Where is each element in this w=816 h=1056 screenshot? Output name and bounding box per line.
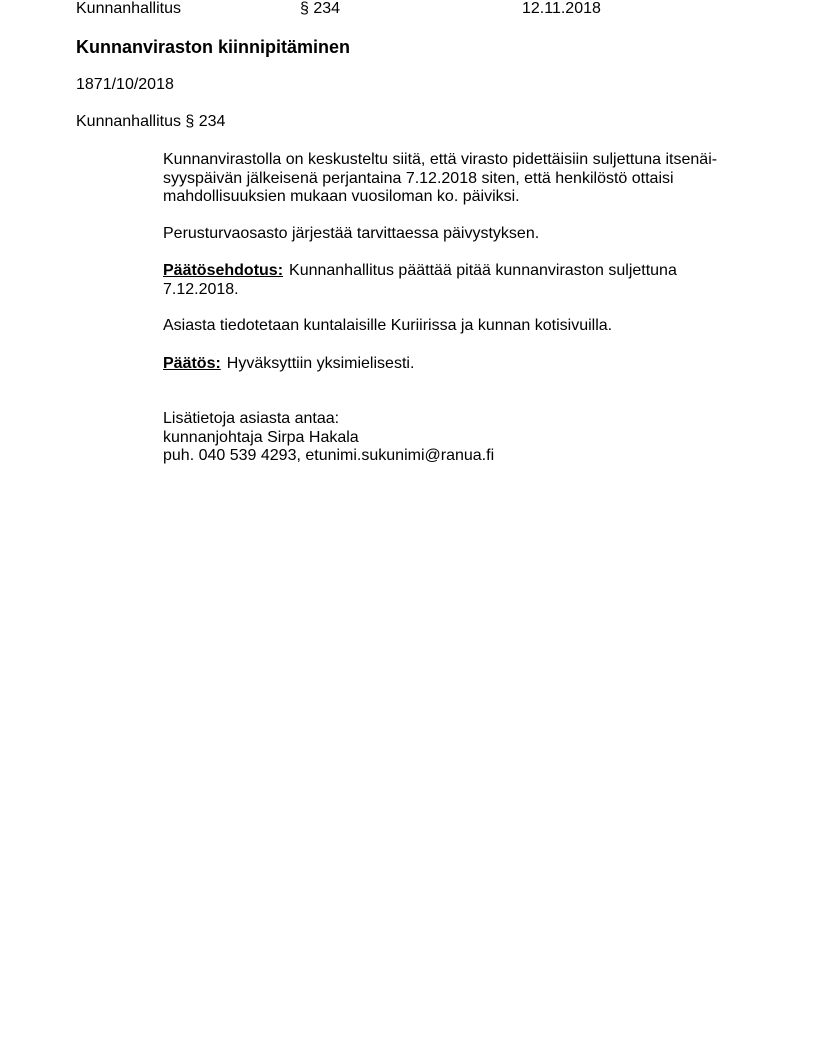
document-number: 1871/10/2018 <box>76 76 174 93</box>
contact-intro: Lisätietoja asiasta antaa: <box>163 410 340 427</box>
decision-text: Hyväksyttiin yksimielisesti. <box>226 355 415 372</box>
paragraph-on-call: Perusturvaosasto järjestää tarvittaessa päivystyksen. <box>163 225 540 242</box>
body-section-reference: Kunnanhallitus § 234 <box>76 113 226 130</box>
proposal-text: Kunnanhallitus päättää pitää kunnanviraston suljettuna <box>289 262 677 279</box>
contact-info <box>163 410 733 466</box>
contact-phone-email: puh. 040 539 4293, etunimi.sukunimi@ranua.fi <box>163 447 495 464</box>
page-header <box>76 0 776 20</box>
paragraph-background-line: Kunnanvirastolla on keskusteltu siitä, että virasto pidettäisiin suljettuna itsenäi- <box>163 151 718 168</box>
paragraph-background-line: syyspäivän jälkeisenä perjantaina 7.12.2018 siten, että henkilöstö ottaisi <box>163 169 674 187</box>
decision-paragraph <box>163 355 733 374</box>
header-section: § 234 <box>300 0 341 17</box>
proposal-label: Päätösehdotus: <box>163 262 284 279</box>
paragraph-announcement: Asiasta tiedotetaan kuntalaisille Kuriirissa ja kunnan kotisivuilla. <box>163 317 613 334</box>
header-date: 12.11.2018 <box>522 0 601 17</box>
paragraph-background-line: mahdollisuuksien mukaan vuosiloman ko. päiviksi. <box>163 188 520 205</box>
decision-label: Päätös: <box>163 355 221 372</box>
proposal-paragraph <box>163 262 733 299</box>
header-body-name: Kunnanhallitus <box>76 0 181 17</box>
proposal-text-continued: 7.12.2018. <box>163 280 239 298</box>
paragraph-background <box>163 151 733 207</box>
contact-person: kunnanjohtaja Sirpa Hakala <box>163 428 359 446</box>
document-title: Kunnanviraston kiinnipitäminen <box>76 37 351 57</box>
